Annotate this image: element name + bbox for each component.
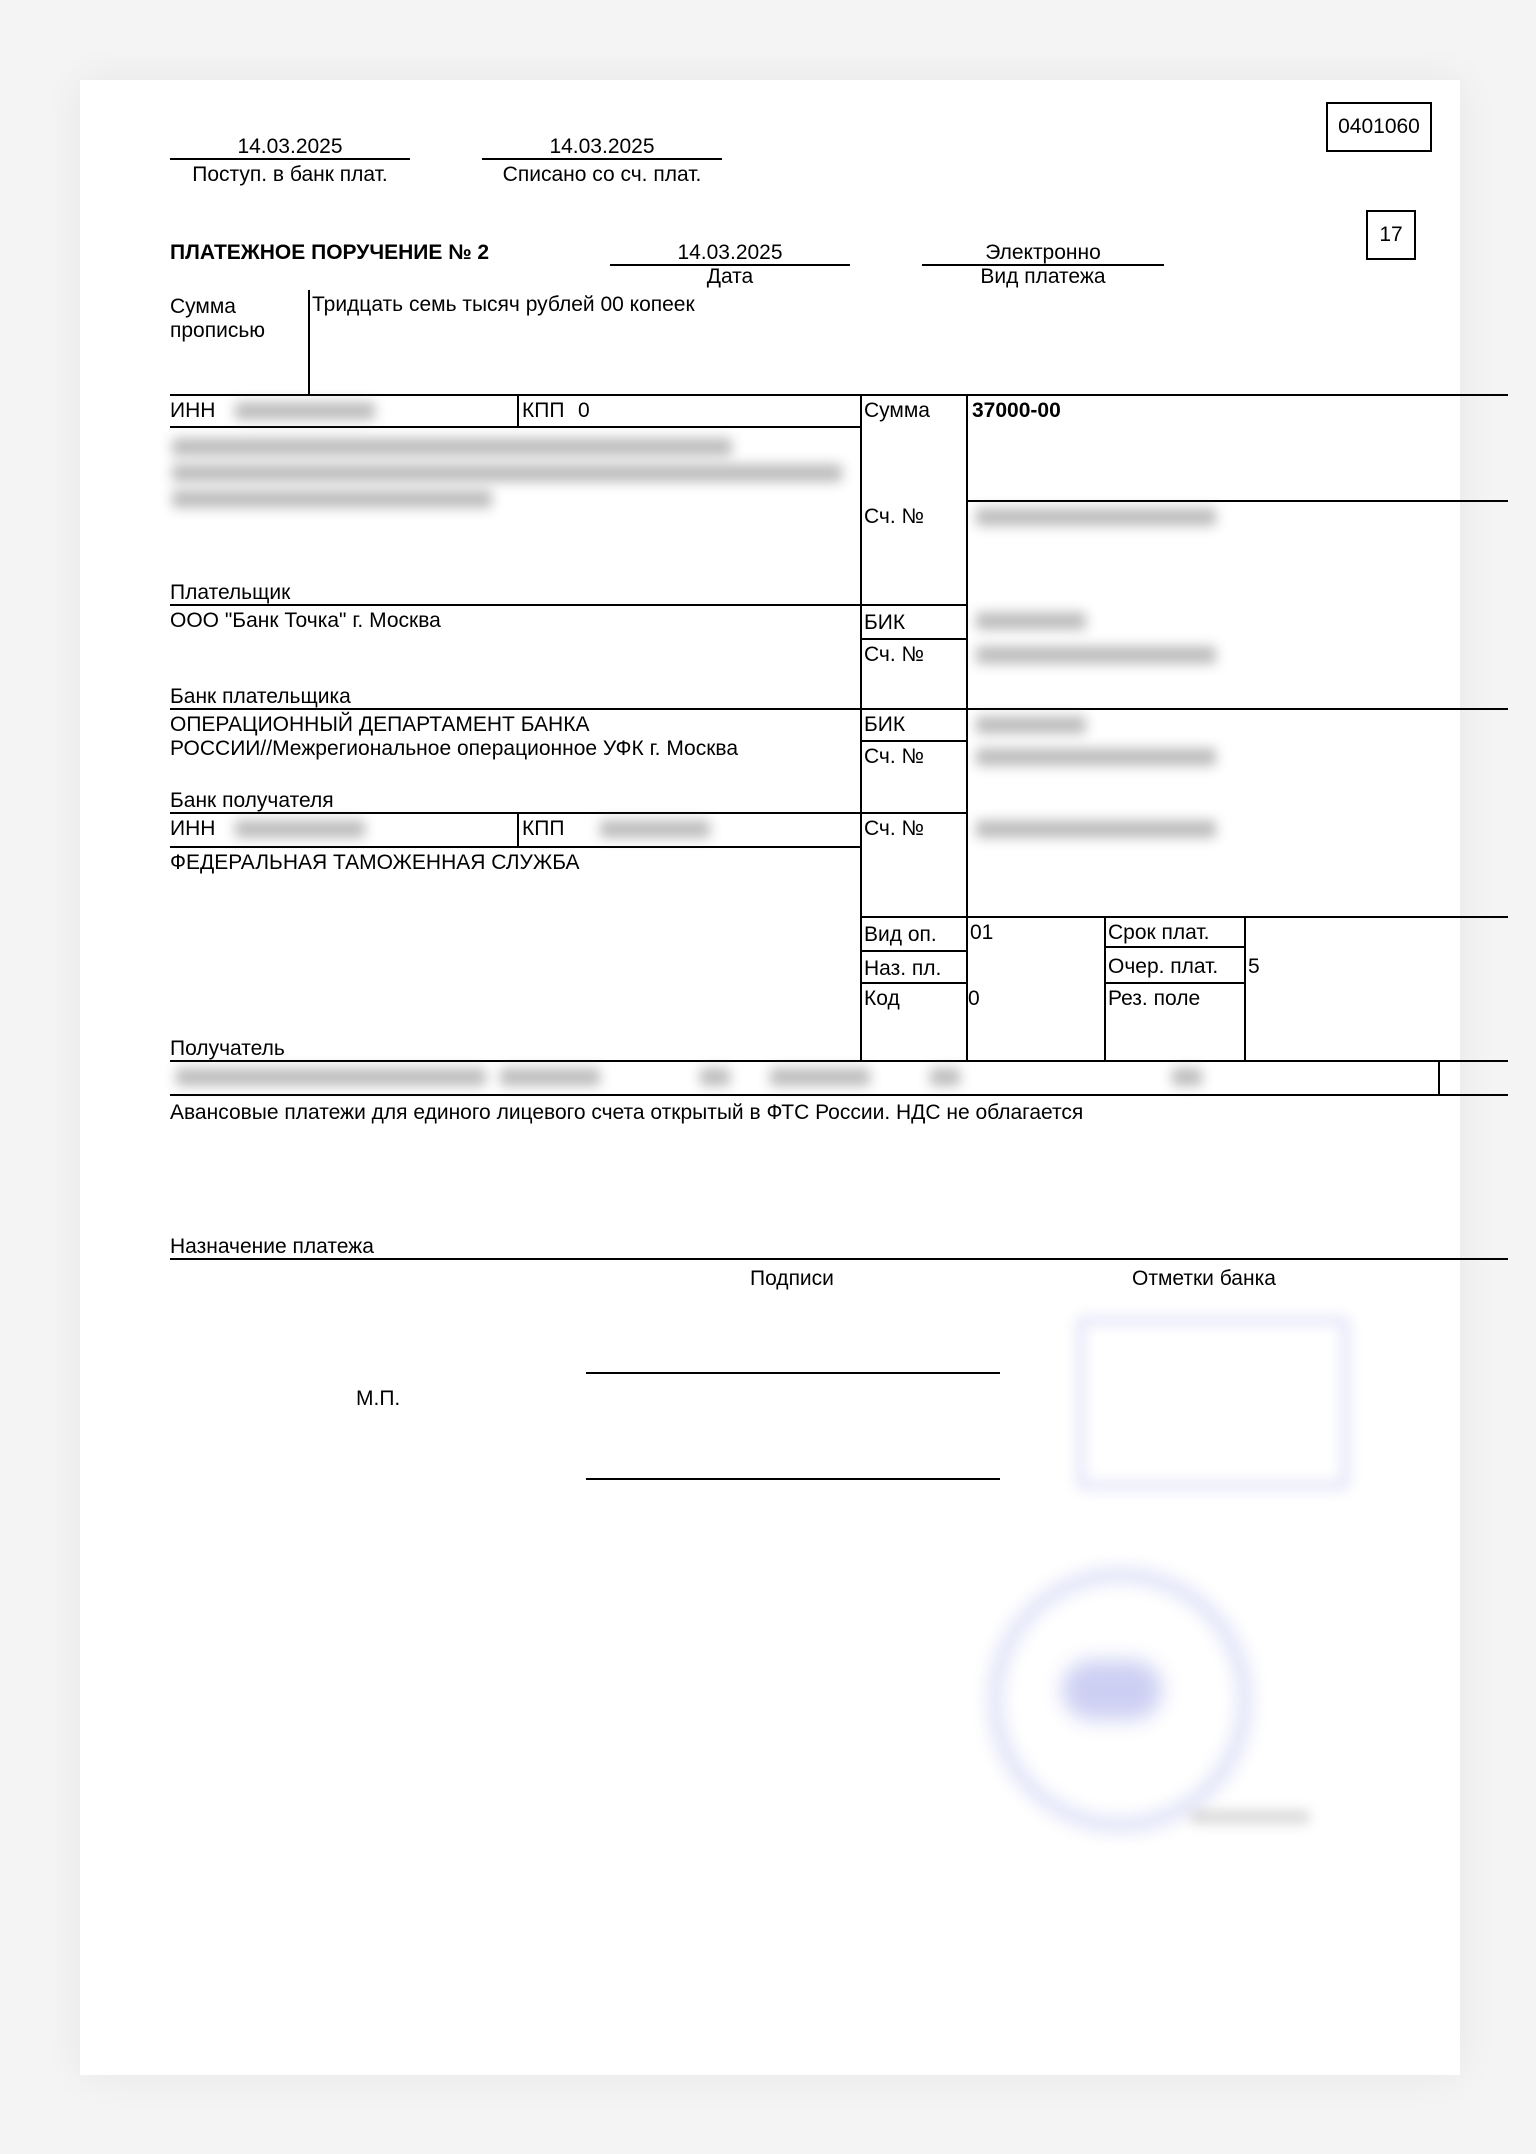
recipient-inn-redacted xyxy=(235,820,365,838)
amount-value: 37000-00 xyxy=(972,399,1061,422)
codes-mid-line-3 xyxy=(1104,946,1244,948)
amount-block-line xyxy=(966,500,1508,502)
received-label: Поступ. в банк плат. xyxy=(192,163,388,186)
recipient-inn-label: ИНН xyxy=(170,817,216,840)
payer-bank-account-label: Сч. № xyxy=(864,643,925,666)
code-label: Код xyxy=(864,987,900,1010)
status-code-box xyxy=(1366,210,1416,260)
recipient-bank-label: Банк получателя xyxy=(170,789,334,812)
form-code: 0401060 xyxy=(1338,115,1420,138)
recipient-account-label: Сч. № xyxy=(864,817,925,840)
payer-inn-kpp-divider xyxy=(517,394,519,428)
priority-label: Очер. плат. xyxy=(1108,955,1219,978)
debited-label: Списано со сч. плат. xyxy=(502,163,702,186)
grid-top-line xyxy=(170,394,1508,396)
recipient-inn-kpp-divider xyxy=(517,812,519,848)
order-date-label: Дата xyxy=(706,265,754,288)
recipient-inn-line xyxy=(170,846,860,848)
grid-value-column-divider xyxy=(966,394,968,1060)
signature-line-2 xyxy=(586,1478,1000,1480)
codes-mid-line-1 xyxy=(860,950,968,952)
recipient-bank-account-redacted xyxy=(976,748,1216,766)
recipient-account-redacted xyxy=(976,820,1216,838)
recipient-bank-name-2: РОССИИ//Межрегиональное операционное УФК г. Москва xyxy=(170,737,739,760)
recipient-kpp-redacted xyxy=(600,820,710,838)
form-code-box xyxy=(1326,102,1432,152)
recipient-bank-bik-line xyxy=(860,740,968,742)
tax-field-redacted-2 xyxy=(500,1068,600,1086)
recipient-bank-name-1: ОПЕРАЦИОННЫЙ ДЕПАРТАМЕНТ БАНКА xyxy=(170,713,590,736)
codes-col-divider-1 xyxy=(1104,916,1106,1060)
tax-field-redacted-3 xyxy=(700,1068,730,1086)
order-title: ПЛАТЕЖНОЕ ПОРУЧЕНИЕ № 2 xyxy=(170,241,490,264)
payer-kpp-value: 0 xyxy=(578,399,590,422)
codes-mid-line-2 xyxy=(860,982,968,984)
recipient-bank-bik-label: БИК xyxy=(864,713,906,736)
payer-inn-label: ИНН xyxy=(170,399,216,422)
purpose-label: Назначение платежа xyxy=(170,1235,374,1258)
recipient-label: Получатель xyxy=(170,1037,285,1060)
purpose-text: Авансовые платежи для единого лицевого счета открытый в ФТС России. НДС не облагается xyxy=(170,1101,1084,1124)
grid-left-column-divider xyxy=(860,394,862,1060)
payer-bank-account-redacted xyxy=(976,646,1216,664)
received-date: 14.03.2025 xyxy=(237,135,343,158)
codes-col-divider-2 xyxy=(1244,916,1246,1060)
codes-mid-line-4 xyxy=(1104,982,1244,984)
payer-account-redacted xyxy=(976,508,1216,526)
amount-words-divider xyxy=(308,290,310,394)
round-seal-center xyxy=(1062,1660,1162,1720)
tax-fields-top-line xyxy=(170,1060,1508,1062)
recipient-name: ФЕДЕРАЛЬНАЯ ТАМОЖЕННАЯ СЛУЖБА xyxy=(170,851,580,874)
payer-bank-bik-label: БИК xyxy=(864,611,906,634)
status-code: 17 xyxy=(1379,223,1403,246)
amount-words-value: Тридцать семь тысяч рублей 00 копеек xyxy=(312,293,695,316)
signature-line-1 xyxy=(586,1372,1000,1374)
op-type-label: Вид оп. xyxy=(864,923,937,946)
payer-bank-label: Банк плательщика xyxy=(170,685,351,708)
recipient-bank-top-line xyxy=(170,708,1508,710)
code-value: 0 xyxy=(968,987,980,1010)
payer-inn-line xyxy=(170,426,860,428)
payer-name-redacted-2 xyxy=(172,464,842,482)
amount-words-label-2: прописью xyxy=(170,319,266,342)
recipient-kpp-label: КПП xyxy=(522,817,565,840)
tax-field-redacted-1 xyxy=(176,1068,486,1086)
bank-mark-stamp xyxy=(1078,1318,1348,1488)
term-label: Срок плат. xyxy=(1108,921,1210,944)
debited-date: 14.03.2025 xyxy=(549,135,655,158)
stamp-place-label: М.П. xyxy=(356,1387,401,1410)
payment-order-sheet xyxy=(80,80,1460,2075)
bank-marks-label: Отметки банка xyxy=(1132,1267,1276,1290)
priority-value: 5 xyxy=(1248,955,1260,978)
tax-field-redacted-4 xyxy=(770,1068,870,1086)
amount-words-label-1: Сумма xyxy=(170,295,236,318)
payer-bank-bik-redacted xyxy=(976,612,1086,630)
payer-bank-name: ООО "Банк Точка" г. Москва xyxy=(170,609,441,632)
payment-type-label: Вид платежа xyxy=(980,265,1106,288)
signature-mark xyxy=(1190,1810,1310,1824)
received-date-line xyxy=(170,158,410,160)
payer-label: Плательщик xyxy=(170,581,291,604)
purpose-code-label: Наз. пл. xyxy=(864,957,942,980)
recipient-bank-bik-redacted xyxy=(976,716,1086,734)
codes-top-line xyxy=(860,916,1508,918)
recipient-bank-account-label: Сч. № xyxy=(864,745,925,768)
payer-bank-bik-line xyxy=(860,638,968,640)
op-type-value: 01 xyxy=(970,921,994,944)
tax-field-redacted-5 xyxy=(930,1068,960,1086)
payer-account-label: Сч. № xyxy=(864,505,925,528)
purpose-bottom-line xyxy=(170,1258,1508,1260)
payer-inn-redacted xyxy=(235,402,375,420)
payment-type: Электронно xyxy=(985,241,1101,264)
amount-label: Сумма xyxy=(864,399,930,422)
reserve-label: Рез. поле xyxy=(1108,987,1201,1010)
order-date: 14.03.2025 xyxy=(677,241,783,264)
payer-name-redacted-3 xyxy=(172,490,492,508)
payer-name-redacted-1 xyxy=(172,438,732,456)
debited-date-line xyxy=(482,158,722,160)
payer-kpp-label: КПП xyxy=(522,399,565,422)
tax-fields-end-divider xyxy=(1438,1060,1440,1096)
tax-fields-bottom-line xyxy=(170,1094,1508,1096)
signatures-label: Подписи xyxy=(750,1267,834,1290)
tax-field-redacted-6 xyxy=(1172,1068,1202,1086)
